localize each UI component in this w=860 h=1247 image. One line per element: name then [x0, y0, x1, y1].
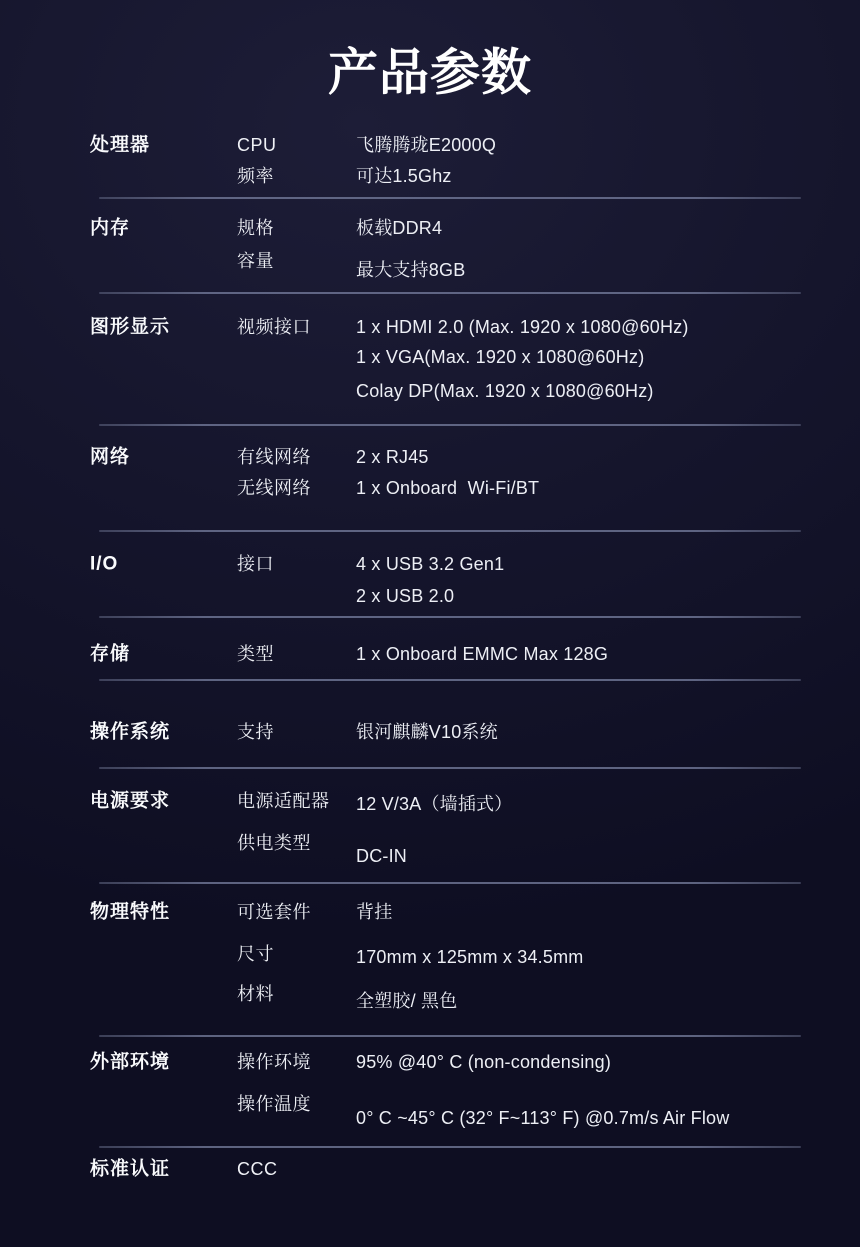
section-divider — [99, 616, 801, 618]
spec-value: 1 x HDMI 2.0 (Max. 1920 x 1080@60Hz) — [356, 317, 689, 338]
spec-value: 可达1.5Ghz — [356, 166, 452, 187]
category-label: 存储 — [90, 643, 131, 665]
spec-value: 背挂 — [356, 902, 393, 923]
spec-label: 电源适配器 — [237, 791, 330, 812]
spec-value: 1 x Onboard Wi-Fi/BT — [356, 478, 540, 499]
spec-value: 2 x USB 2.0 — [356, 586, 455, 607]
spec-value: 12 V/3A（墙插式） — [356, 794, 513, 815]
spec-label: CCC — [237, 1159, 278, 1180]
spec-value: 板载DDR4 — [356, 218, 443, 239]
category-label: 内存 — [90, 217, 131, 239]
spec-label: 可选套件 — [237, 902, 311, 923]
spec-value: 飞腾腾珑E2000Q — [356, 135, 497, 156]
spec-value: 0° C ~45° C (32° F~113° F) @0.7m/s Air Flow — [356, 1108, 730, 1129]
spec-label: 供电类型 — [237, 833, 311, 854]
section-divider — [99, 292, 801, 294]
spec-label: 支持 — [237, 722, 274, 743]
section-divider — [99, 767, 801, 769]
category-label: 处理器 — [90, 134, 151, 156]
spec-value: 1 x VGA(Max. 1920 x 1080@60Hz) — [356, 347, 645, 368]
category-label: 外部环境 — [90, 1051, 171, 1073]
category-label: 操作系统 — [90, 721, 171, 743]
section-divider — [99, 197, 801, 199]
category-label: I/O — [90, 553, 119, 575]
spec-label: 操作温度 — [237, 1094, 311, 1115]
spec-value: 1 x Onboard EMMC Max 128G — [356, 644, 609, 665]
category-label: 图形显示 — [90, 316, 171, 338]
page-title: 产品参数 — [328, 44, 532, 101]
section-divider — [99, 679, 801, 681]
section-divider — [99, 1035, 801, 1037]
category-label: 物理特性 — [90, 901, 171, 923]
spec-label: 容量 — [237, 251, 274, 272]
spec-label: 操作环境 — [237, 1052, 311, 1073]
spec-label: 材料 — [237, 984, 274, 1005]
spec-value: DC-IN — [356, 846, 407, 867]
spec-label: 接口 — [237, 554, 274, 575]
spec-value: 全塑胶/ 黑色 — [356, 991, 458, 1012]
spec-value: 2 x RJ45 — [356, 447, 429, 468]
spec-label: 类型 — [237, 644, 274, 665]
spec-value: 170mm x 125mm x 34.5mm — [356, 947, 584, 968]
spec-label: CPU — [237, 135, 277, 156]
spec-label: 视频接口 — [237, 317, 311, 338]
section-divider — [99, 530, 801, 532]
spec-label: 规格 — [237, 218, 274, 239]
section-divider — [99, 424, 801, 426]
category-label: 标准认证 — [90, 1158, 171, 1180]
spec-label: 尺寸 — [237, 944, 274, 965]
spec-label: 无线网络 — [237, 478, 311, 499]
section-divider — [99, 1146, 801, 1148]
spec-label: 有线网络 — [237, 447, 311, 468]
spec-value: 95% @40° C (non-condensing) — [356, 1052, 612, 1073]
category-label: 网络 — [90, 446, 131, 468]
spec-value: 最大支持8GB — [356, 260, 466, 281]
spec-label: 频率 — [237, 166, 274, 187]
spec-value: 银河麒麟V10系统 — [356, 722, 498, 743]
spec-value: 4 x USB 3.2 Gen1 — [356, 554, 505, 575]
section-divider — [99, 882, 801, 884]
spec-value: Colay DP(Max. 1920 x 1080@60Hz) — [356, 381, 654, 402]
category-label: 电源要求 — [90, 790, 171, 812]
